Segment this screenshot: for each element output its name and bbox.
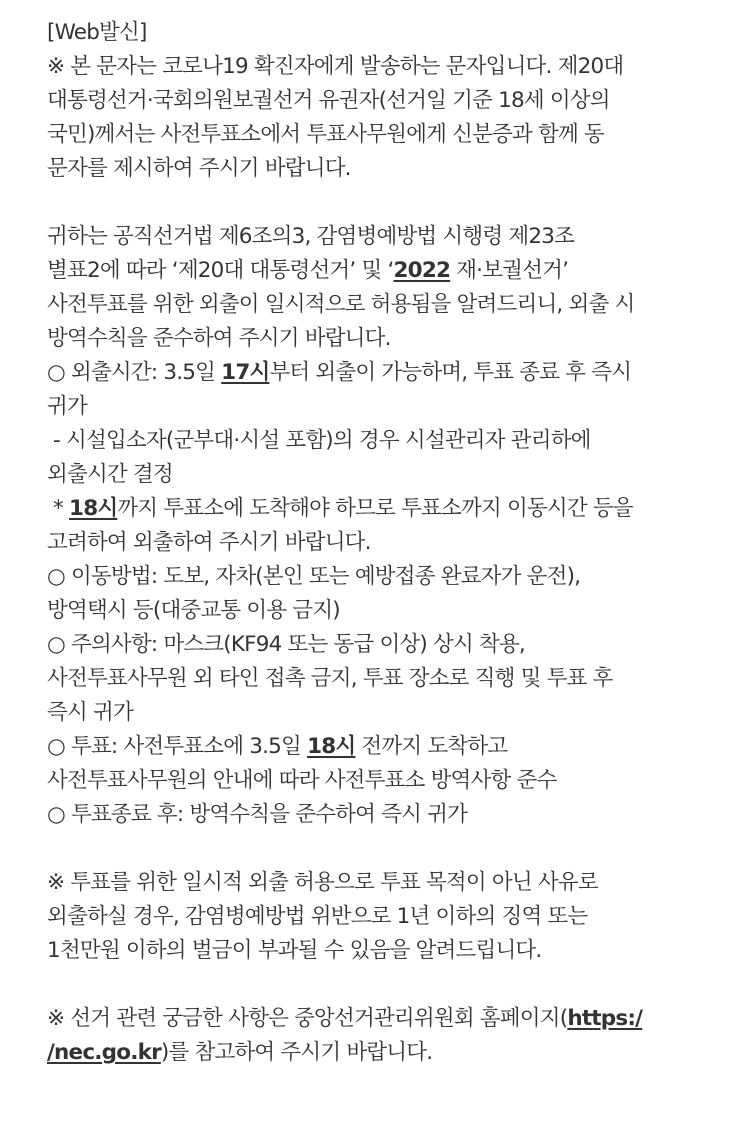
footer-line [47, 1036, 737, 1070]
outing-line: - 시설입소자(군부대·시설 포함)의 경우 시설관리자 관리하에 [47, 428, 591, 453]
outing-line: 귀가 [47, 394, 87, 419]
notice-line: 국민)께서는 사전투표소에서 투표사무원에게 신분증과 함께 동 [47, 122, 604, 147]
warning-line: ※ 투표를 위한 일시적 외출 허용으로 투표 목적이 아닌 사유로 [47, 870, 598, 895]
intro-line [47, 254, 737, 288]
arrival-deadline-time: 18시 [69, 496, 118, 521]
intro-text: 재·보궐선거’ [450, 258, 569, 283]
notice-line: 대통령선거·국회의원보궐선거 유권자(선거일 기준 18세 이상의 [47, 88, 610, 113]
footer-text: )를 참고하여 주시기 바랍니다. [160, 1040, 433, 1065]
spacer [47, 832, 737, 866]
notice-line: 문자를 제시하여 주시기 바랍니다. [47, 156, 351, 181]
outing-text: * [47, 496, 70, 521]
outing-start-time: 17시 [221, 360, 270, 385]
intro-text: 별표2에 따라 ‘제20대 대통령선거’ 및 ‘ [47, 258, 394, 283]
warning-line: 1천만원 이하의 벌금이 부과될 수 있음을 알려드립니다. [47, 938, 542, 963]
transport-line: ○ 이동방법: 도보, 자차(본인 또는 예방접종 완료자가 운전), [47, 564, 581, 589]
outing-line: 외출시간 결정 [47, 462, 173, 487]
vote-line [47, 730, 737, 764]
election-year: 2022 [393, 258, 451, 283]
outing-text: ○ 외출시간: 3.5일 [47, 360, 222, 385]
nec-link[interactable]: /nec.go.kr [47, 1040, 161, 1065]
vote-line: 사전투표사무원의 안내에 따라 사전투표소 방역사항 준수 [47, 768, 557, 793]
web-sender-tag: [Web발신] [47, 20, 147, 45]
caution-line: 사전투표사무원 외 타인 접촉 금지, 투표 장소로 직행 및 투표 후 [47, 666, 613, 691]
after-vote-line: ○ 투표종료 후: 방역수칙을 준수하여 즉시 귀가 [47, 802, 468, 827]
footer-line [47, 1002, 737, 1036]
notice-line: ※ 본 문자는 코로나19 확진자에게 발송하는 문자입니다. 제20대 [47, 54, 624, 79]
spacer [47, 186, 737, 220]
caution-line: 즉시 귀가 [47, 700, 133, 725]
nec-link[interactable]: https:/ [567, 1006, 643, 1031]
footer-text: ※ 선거 관련 궁금한 사항은 중앙선거관리위원회 홈페이지( [47, 1006, 568, 1031]
intro-line: 방역수칙을 준수하여 주시기 바랍니다. [47, 326, 391, 351]
message-body [47, 16, 737, 1070]
outing-line: 고려하여 외출하여 주시기 바랍니다. [47, 530, 371, 555]
warning-line: 외출하실 경우, 감염병예방법 위반으로 1년 이하의 징역 또는 [47, 904, 588, 929]
outing-text: 까지 투표소에 도착해야 하므로 투표소까지 이동시간 등을 [117, 496, 633, 521]
vote-deadline-time: 18시 [307, 734, 356, 759]
spacer [47, 968, 737, 1002]
intro-line: 귀하는 공직선거법 제6조의3, 감염병예방법 시행령 제23조 [47, 224, 575, 249]
outing-deadline-line [47, 492, 737, 526]
outing-text: 부터 외출이 가능하며, 투표 종료 후 즉시 [269, 360, 632, 385]
vote-text: ○ 투표: 사전투표소에 3.5일 [47, 734, 308, 759]
vote-text: 전까지 도착하고 [355, 734, 508, 759]
outing-time-line [47, 356, 737, 390]
intro-line: 사전투표를 위한 외출이 일시적으로 허용됨을 알려드리니, 외출 시 [47, 292, 635, 317]
caution-line: ○ 주의사항: 마스크(KF94 또는 동급 이상) 상시 착용, [47, 632, 525, 657]
transport-line: 방역택시 등(대중교통 이용 금지) [47, 598, 340, 623]
